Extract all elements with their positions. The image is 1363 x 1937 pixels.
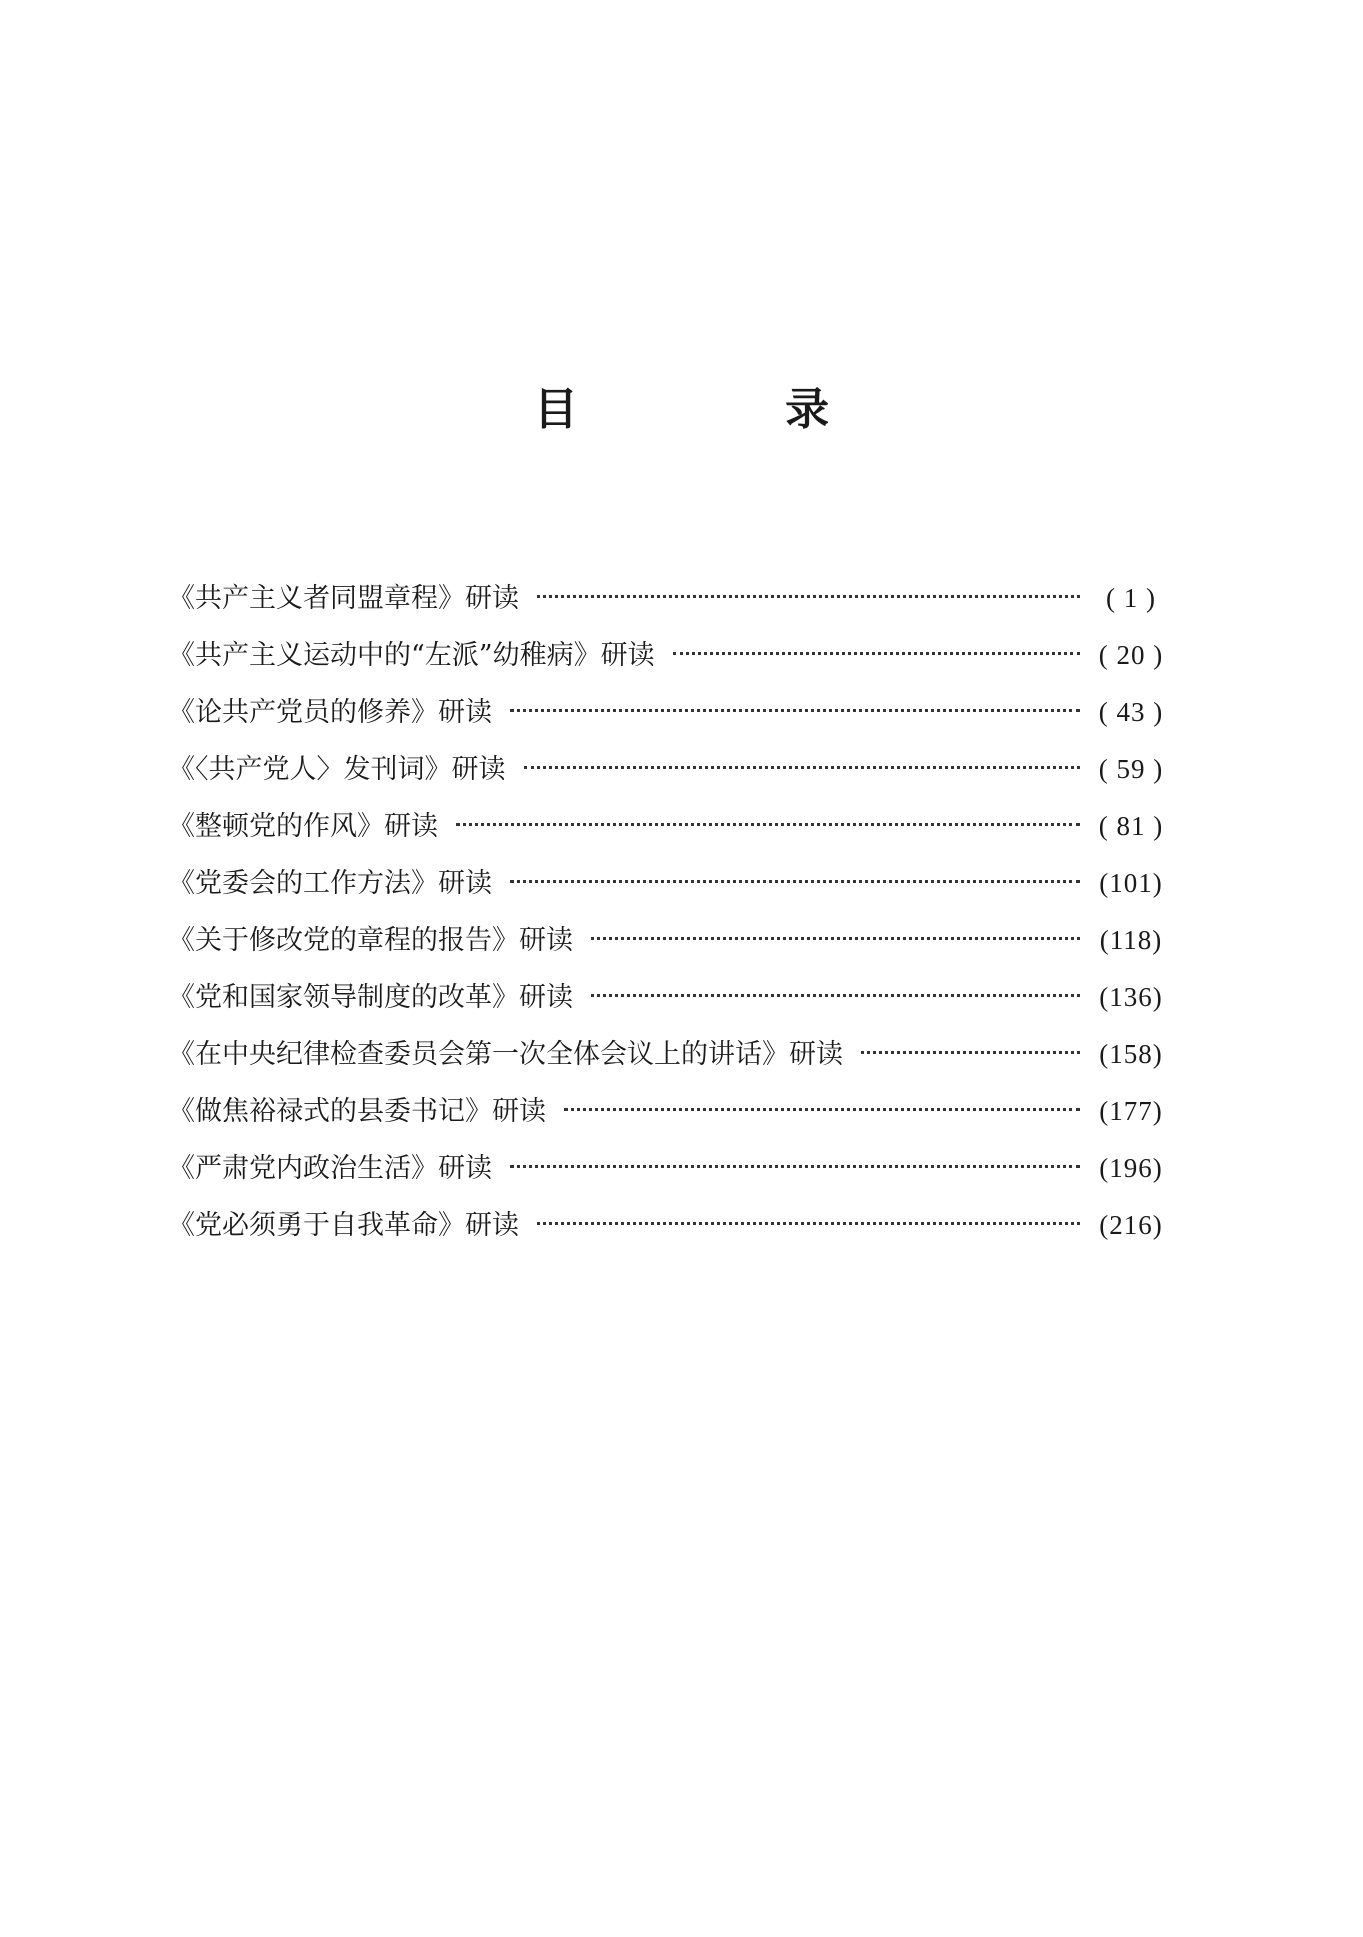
toc-dot-leader [456,823,1080,826]
toc-entry[interactable] [168,1197,1168,1254]
toc-entry-title: 《党必须勇于自我革命》研读 [168,1210,519,1241]
toc-entry-page: (216) [1099,1210,1163,1240]
toc-dot-leader [510,709,1080,712]
toc-entry-page: ( 59 ) [1098,754,1164,784]
table-of-contents [168,570,1168,1254]
toc-entry-page: ( 81 ) [1098,811,1164,841]
toc-dot-leader [510,1165,1080,1168]
toc-dot-leader [673,652,1080,655]
toc-entry[interactable] [168,855,1168,912]
toc-entry-title: 《做焦裕禄式的县委书记》研读 [168,1096,546,1127]
toc-entry-title: 《〈共产党人〉发刊词》研读 [168,754,506,785]
toc-dot-leader [591,937,1080,940]
toc-entry-title: 《党委会的工作方法》研读 [168,868,492,899]
toc-entry[interactable] [168,684,1168,741]
toc-entry-page: (158) [1099,1039,1163,1069]
toc-entry-page: (101) [1099,868,1163,898]
toc-entry-title: 《共产主义运动中的“左派”幼稚病》研读 [168,640,655,671]
page-title: 目 录 [533,384,926,435]
toc-entry[interactable] [168,741,1168,798]
toc-entry-title: 《整顿党的作风》研读 [168,811,438,842]
toc-entry-page: ( 20 ) [1098,640,1164,670]
toc-entry[interactable] [168,627,1168,684]
toc-entry-title: 《共产主义者同盟章程》研读 [168,583,519,614]
toc-entry-page: (118) [1099,925,1163,955]
toc-entry-page: ( 1 ) [1106,583,1156,613]
toc-entry-page: ( 43 ) [1098,697,1164,727]
toc-dot-leader [524,766,1081,769]
toc-entry-title: 《在中央纪律检查委员会第一次全体会议上的讲话》研读 [168,1039,843,1070]
toc-entry[interactable] [168,1083,1168,1140]
toc-entry-page: (177) [1099,1096,1163,1126]
toc-entry-title: 《党和国家领导制度的改革》研读 [168,982,573,1013]
toc-dot-leader [861,1051,1080,1054]
toc-entry-page: (136) [1099,982,1163,1012]
toc-entry[interactable] [168,969,1168,1026]
toc-entry-title: 《论共产党员的修养》研读 [168,697,492,728]
toc-entry[interactable] [168,798,1168,855]
toc-entry[interactable] [168,1026,1168,1083]
toc-entry-title: 《关于修改党的章程的报告》研读 [168,925,573,956]
toc-dot-leader [510,880,1080,883]
toc-dot-leader [564,1108,1080,1111]
toc-dot-leader [537,1222,1080,1225]
toc-dot-leader [537,595,1080,598]
toc-entry-title: 《严肃党内政治生活》研读 [168,1153,492,1184]
toc-dot-leader [591,994,1080,997]
toc-entry-page: (196) [1099,1153,1163,1183]
toc-entry[interactable] [168,1140,1168,1197]
toc-entry[interactable] [168,570,1168,627]
toc-entry[interactable] [168,912,1168,969]
